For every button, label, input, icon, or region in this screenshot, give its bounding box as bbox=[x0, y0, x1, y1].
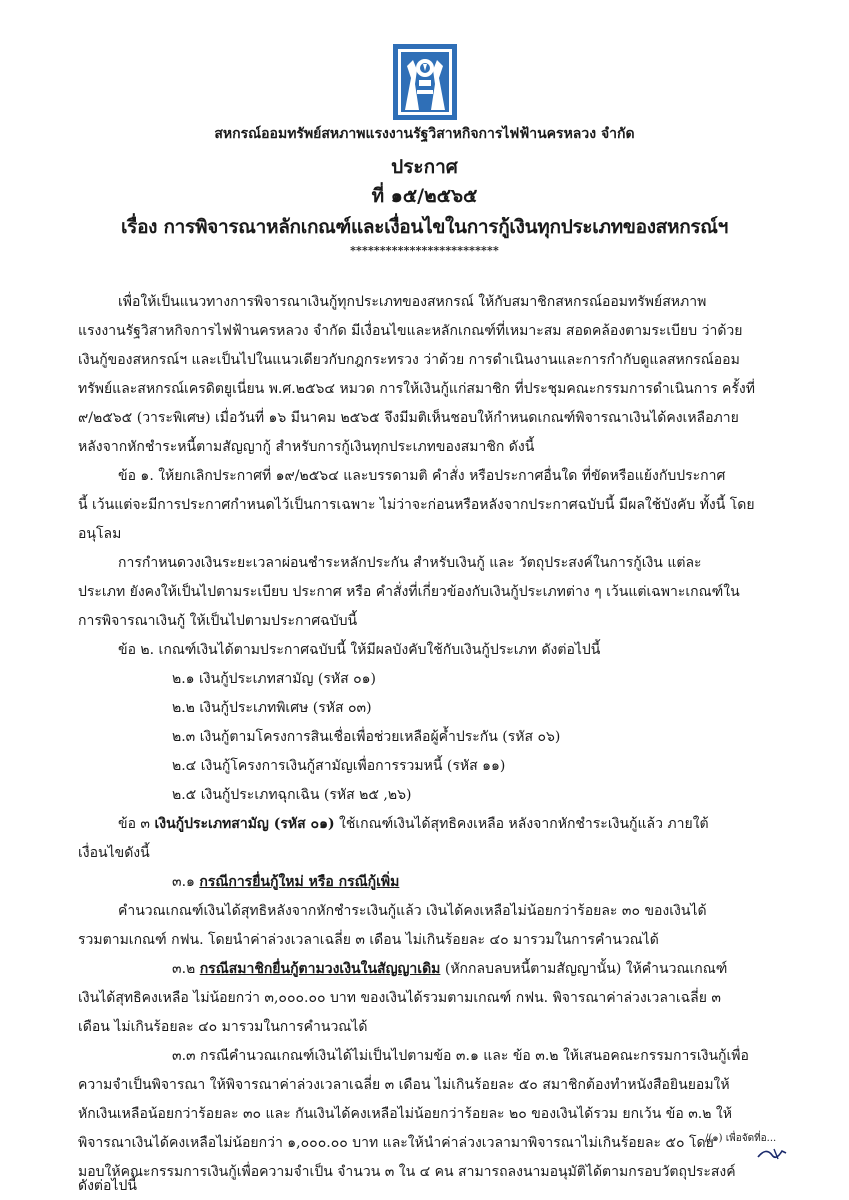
para2-line: การพิจารณาเงินกู้ ให้เป็นไปตามประกาศฉบับนี้ bbox=[78, 613, 358, 629]
para2-line: ประเภท ยังคงให้เป็นไปตามระเบียบ ประกาศ หรือ คำสั่งที่เกี่ยวข้องกับเงินกู้ประเภทต่าง ๆ เว้นแต่เฉพาะเกณฑ์ใน bbox=[78, 584, 740, 600]
section-3-3-line: พิจารณาเงินได้คงเหลือไม่น้อยกว่า ๑,๐๐๐.๐๐ บาท และให้นำค่าล่วงเวลามาพิจารณาไม่เกินร้อยละ ๕๐ โดย bbox=[78, 1135, 714, 1151]
clause3-title: เงินกู้ประเภทสามัญ (รหัส ๐๑) bbox=[154, 816, 335, 832]
section-3-2-line: เดือน ไม่เกินร้อยละ ๔๐ มารวมในการคำนวณได้ bbox=[78, 1019, 368, 1035]
clause2-item: ๒.๒ เงินกู้ประเภทพิเศษ (รหัส ๐๓) bbox=[172, 700, 372, 716]
clause1-line: นี้ เว้นแต่จะมีการประกาศกำหนดไว้เป็นการเฉพาะ ไม่ว่าจะก่อนหรือหลังจากประกาศฉบับนี้ มีผลใช้บังคับ ทั้งนี้ โดย bbox=[78, 497, 755, 513]
section-3-3-line: หักเงินเหลือน้อยกว่าร้อยละ ๓๐ และ กันเงินได้คงเหลือไม่น้อยกว่าร้อยละ ๒๐ ของเงินได้รวม ยกเว้น ข้อ ๓.๒ ให้ bbox=[78, 1106, 732, 1122]
section-3-3-line: ๓.๓ กรณีคำนวณเกณฑ์เงินได้ไม่เป็นไปตามข้อ ๓.๑ และ ข้อ ๓.๒ ให้เสนอคณะกรรมการเงินกู้เพื่อ bbox=[172, 1048, 749, 1064]
intro-line: เพื่อให้เป็นแนวทางการพิจารณาเงินกู้ทุกประเภทของสหกรณ์ ให้กับสมาชิกสหกรณ์ออมทรัพย์สหภาพ bbox=[118, 294, 707, 310]
section-3-2-title: กรณีสมาชิกยื่นกู้ตามวงเงินในสัญญาเดิม bbox=[199, 961, 441, 977]
clause2-lead: ข้อ ๒. เกณฑ์เงินได้ตามประกาศฉบับนี้ ให้มีผลบังคับใช้กับเงินกู้ประเภท ดังต่อไปนี้ bbox=[118, 642, 601, 658]
page-continuation: /(๑) เพื่อจัดที่อ... bbox=[705, 1133, 777, 1144]
announcement-subject: เรื่อง การพิจารณาหลักเกณฑ์และเงื่อนไขในการกู้เงินทุกประเภทของสหกรณ์ฯ bbox=[120, 216, 729, 238]
intro-line: เงินกู้ของสหกรณ์ฯ และเป็นไปในแนวเดียวกับกฎกระทรวง ว่าด้วย การดำเนินงานและการกำกับดูแลสหกรณ์ออม bbox=[78, 352, 740, 368]
announcement-number: ที่ ๑๕/๒๕๖๕ bbox=[371, 185, 478, 207]
clause3-lead bbox=[118, 814, 709, 834]
announcement-title: ประกาศ bbox=[391, 156, 458, 178]
clause2-item: ๒.๑ เงินกู้ประเภทสามัญ (รหัส ๐๑) bbox=[172, 671, 376, 687]
section-3-3-line: ดังต่อไปนี้ bbox=[78, 1178, 137, 1194]
intro-line: ๙/๒๕๖๕ (วาระพิเศษ) เมื่อวันที่ ๑๖ มีนาคม ๒๕๖๕ จึงมีมติเห็นชอบให้กำหนดเกณฑ์พิจารณาเงินได้คงเหลือภาย bbox=[78, 410, 739, 426]
separator-stars: ************************* bbox=[350, 244, 499, 257]
section-3-2-heading bbox=[172, 959, 727, 979]
clause2-item: ๒.๔ เงินกู้โครงการเงินกู้สามัญเพื่อการรวมหนี้ (รหัส ๑๑) bbox=[172, 758, 506, 774]
clause3-line: เงื่อนไขดังนี้ bbox=[78, 845, 150, 861]
section-3-1-title: กรณีการยื่นกู้ใหม่ หรือ กรณีกู้เพิ่ม bbox=[199, 874, 400, 890]
para2-line: การกำหนดวงเงินระยะเวลาผ่อนชำระหลักประกัน สำหรับเงินกู้ และ วัตถุประสงค์ในการกู้เงิน แต่ละ bbox=[118, 555, 702, 571]
initials-signature-icon bbox=[752, 1141, 792, 1165]
section-3-1-number: ๓.๑ bbox=[172, 874, 200, 890]
intro-line: แรงงานรัฐวิสาหกิจการไฟฟ้านครหลวง จำกัด มีเงื่อนไขและหลักเกณฑ์ที่เหมาะสม สอดคล้องตามระเบียบ ว่าด้วย bbox=[78, 323, 743, 339]
intro-line: ทรัพย์และสหกรณ์เครดิตยูเนี่ยน พ.ศ.๒๕๖๔ หมวด การให้เงินกู้แก่สมาชิก ที่ประชุมคณะกรรมการดำเนินการ ครั้งที่ bbox=[78, 381, 755, 397]
section-3-1-line: คำนวณเกณฑ์เงินได้สุทธิหลังจากหักชำระเงินกู้แล้ว เงินได้คงเหลือไม่น้อยกว่าร้อยละ ๓๐ ของเงินได้ bbox=[118, 903, 707, 919]
organization-name: สหกรณ์ออมทรัพย์สหภาพแรงงานรัฐวิสาหกิจการไฟฟ้านครหลวง จำกัด bbox=[214, 126, 635, 142]
section-3-3-line: ความจำเป็นพิจารณา ให้พิจารณาค่าล่วงเวลาเฉลี่ย ๓ เดือน ไม่เกินร้อยละ ๕๐ สมาชิกต้องทำหนังสือยินยอมให้ bbox=[78, 1077, 730, 1093]
section-3-1-heading bbox=[172, 872, 399, 892]
section-3-2-line: เงินได้สุทธิคงเหลือ ไม่น้อยกว่า ๓,๐๐๐.๐๐ บาท ของเงินได้รวมตามเกณฑ์ กฟน. พิจารณาค่าล่วงเวลาเฉลี่ย ๓ bbox=[78, 990, 721, 1006]
intro-line: หลังจากหักชำระหนี้ตามสัญญากู้ สำหรับการกู้เงินทุกประเภทของสมาชิก ดังนี้ bbox=[78, 439, 535, 455]
section-3-3-line: มอบให้คณะกรรมการเงินกู้เพื่อความจำเป็น จำนวน ๓ ใน ๔ คน สามารถลงนามอนุมัติได้ตามกรอบวัตถุประสงค์ bbox=[78, 1164, 736, 1180]
clause2-item: ๒.๕ เงินกู้ประเภทฉุกเฉิน (รหัส ๒๕ ,๒๖) bbox=[172, 787, 412, 803]
clause3-rest: ใช้เกณฑ์เงินได้สุทธิคงเหลือ หลังจากหักชำระเงินกู้แล้ว ภายใต้ bbox=[334, 816, 709, 832]
section-3-1-line: รวมตามเกณฑ์ กฟน. โดยนำค่าล่วงเวลาเฉลี่ย ๓ เดือน ไม่เกินร้อยละ ๔๐ มารวมในการคำนวณได้ bbox=[78, 932, 659, 948]
section-3-2-rest: (หักกลบลบหนี้ตามสัญญานั้น) ให้คำนวณเกณฑ์ bbox=[440, 961, 728, 977]
section-3-2-number: ๓.๒ bbox=[172, 961, 200, 977]
cooperative-logo-icon bbox=[393, 44, 457, 120]
clause1-line: ข้อ ๑. ให้ยกเลิกประกาศที่ ๑๙/๒๕๖๔ และบรรดามติ คำสั่ง หรือประกาศอื่นใด ที่ขัดหรือแย้งกับประกาศ bbox=[118, 468, 726, 484]
clause2-item: ๒.๓ เงินกู้ตามโครงการสินเชื่อเพื่อช่วยเหลือผู้ค้ำประกัน (รหัส ๐๖) bbox=[172, 729, 561, 745]
clause1-line: อนุโลม bbox=[78, 526, 122, 542]
clause3-prefix: ข้อ ๓ bbox=[118, 816, 155, 832]
